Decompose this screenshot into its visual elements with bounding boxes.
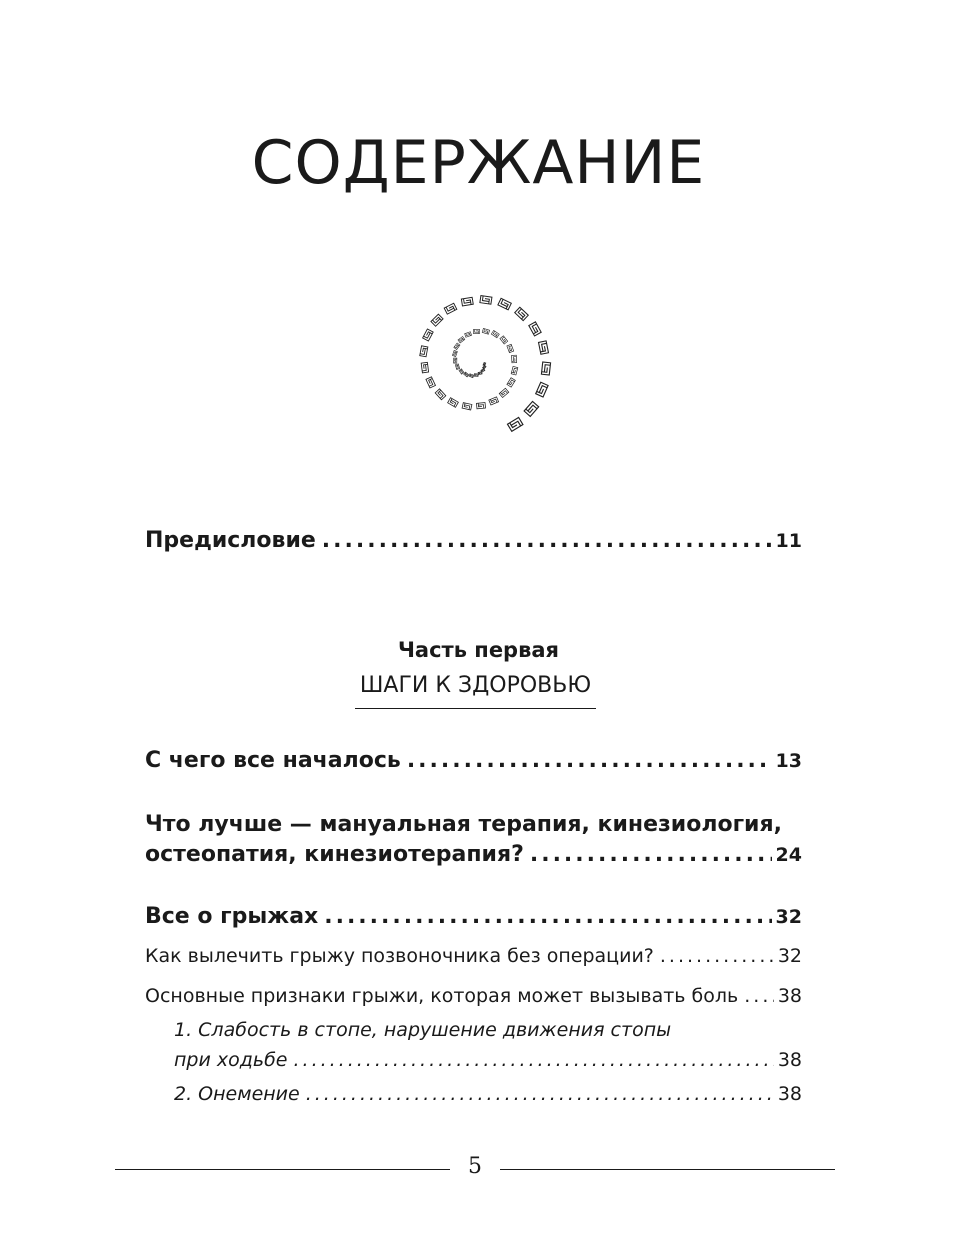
- toc-leader-dots: [322, 528, 772, 553]
- toc-leader-dots: [306, 1083, 774, 1105]
- toc-page-number: 38: [777, 985, 802, 1007]
- spiral-tile: [515, 307, 529, 320]
- spiral-tile: [421, 362, 428, 372]
- footer-rule-left: [115, 1169, 450, 1170]
- spiral-tile: [464, 372, 469, 377]
- spiral-tile: [420, 346, 428, 357]
- spiral-tile: [423, 329, 434, 341]
- spiral-tile: [541, 362, 550, 375]
- spiral-tile: [444, 303, 457, 314]
- toc-page-number: 38: [777, 1049, 802, 1071]
- spiral-tile: [499, 388, 509, 397]
- toc-entry-ch3-2-1-line1[interactable]: 1. Слабость в стопе, нарушение движения стопы: [174, 1019, 672, 1041]
- spiral-tile: [435, 389, 446, 400]
- spiral-tile: [461, 297, 473, 306]
- toc-page-number: 11: [775, 530, 802, 552]
- toc-leader-dots: [407, 748, 772, 773]
- spiral-tile: [454, 358, 457, 363]
- page-title: СОДЕРЖАНИЕ: [251, 128, 706, 198]
- toc-page-number: 13: [775, 750, 802, 772]
- spiral-tile: [455, 364, 459, 370]
- page-number: 5: [468, 1154, 482, 1179]
- toc-leader-dots: [530, 842, 772, 867]
- toc-entry-ch2-line1[interactable]: Что лучше — мануальная терапия, кинезиология,: [145, 812, 782, 837]
- toc-entry-title: при ходьбе: [174, 1049, 288, 1071]
- toc-entry-ch1[interactable]: [145, 748, 802, 773]
- spiral-tile: [426, 377, 436, 388]
- toc-entry-ch3-2-2[interactable]: [174, 1083, 802, 1105]
- spiral-tile: [458, 336, 465, 342]
- toc-entry-preface[interactable]: [145, 528, 802, 553]
- toc-page-number: 38: [777, 1083, 802, 1105]
- spiral-tile: [465, 332, 472, 338]
- toc-leader-dots: [744, 985, 774, 1007]
- spiral-tile: [529, 322, 541, 336]
- spiral-tile: [454, 343, 460, 350]
- toc-entry-ch3-2[interactable]: [145, 985, 802, 1007]
- toc-entry-title: Основные признаки грыжи, которая может вызывать боль: [145, 985, 739, 1007]
- spiral-tile: [469, 374, 474, 378]
- spiral-tile: [473, 329, 479, 333]
- spiral-tile: [489, 397, 499, 405]
- toc-leader-dots: [293, 1049, 773, 1071]
- toc-entry-title: Предисловие: [145, 528, 316, 553]
- spiral-tile: [500, 336, 508, 344]
- spiral-tile: [480, 296, 492, 305]
- spiral-tile: [482, 365, 486, 369]
- spiral-tile: [462, 403, 472, 410]
- toc-page-number: 24: [775, 844, 802, 866]
- spiral-tile: [491, 330, 499, 337]
- spiral-tile: [478, 372, 482, 375]
- spiral-tile: [431, 314, 443, 326]
- part-title: ШАГИ К ЗДОРОВЬЮ: [355, 673, 596, 709]
- footer-rule-right: [500, 1169, 835, 1170]
- spiral-tile: [507, 417, 522, 431]
- spiral-tile: [536, 382, 548, 397]
- spiral-tile: [507, 344, 514, 352]
- spiral-tile: [498, 298, 511, 310]
- spiral-tile: [524, 401, 539, 416]
- spiral-tile: [511, 366, 518, 375]
- spiral-ornament: [394, 278, 560, 444]
- toc-entry-title: С чего все началось: [145, 748, 401, 773]
- spiral-tile: [539, 341, 549, 354]
- toc-entry-ch3-1[interactable]: [145, 945, 802, 967]
- toc-leader-dots: [660, 945, 774, 967]
- toc-entry-ch3[interactable]: [145, 904, 802, 929]
- spiral-tile: [452, 350, 457, 356]
- toc-entry-title: 2. Онемение: [174, 1083, 300, 1105]
- spiral-tile: [448, 398, 459, 408]
- toc-entry-title: Все о грыжах: [145, 904, 319, 929]
- spiral-tile: [507, 378, 515, 387]
- spiral-tile: [474, 374, 478, 377]
- part-label: Часть первая: [397, 638, 560, 662]
- toc-entry-ch3-2-1[interactable]: [174, 1049, 802, 1071]
- spiral-tile: [482, 328, 489, 334]
- spiral-tile: [512, 355, 517, 363]
- toc-entry-title: остеопатия, кинезиотерапия?: [145, 842, 524, 867]
- toc-entry-title: Как вылечить грыжу позвоночника без операции?: [145, 945, 654, 967]
- toc-leader-dots: [324, 904, 771, 929]
- spiral-tile: [459, 369, 464, 374]
- toc-page-number: 32: [775, 906, 802, 928]
- toc-page-number: 32: [777, 945, 802, 967]
- toc-entry-ch2[interactable]: [145, 842, 802, 867]
- spiral-tile: [476, 403, 485, 409]
